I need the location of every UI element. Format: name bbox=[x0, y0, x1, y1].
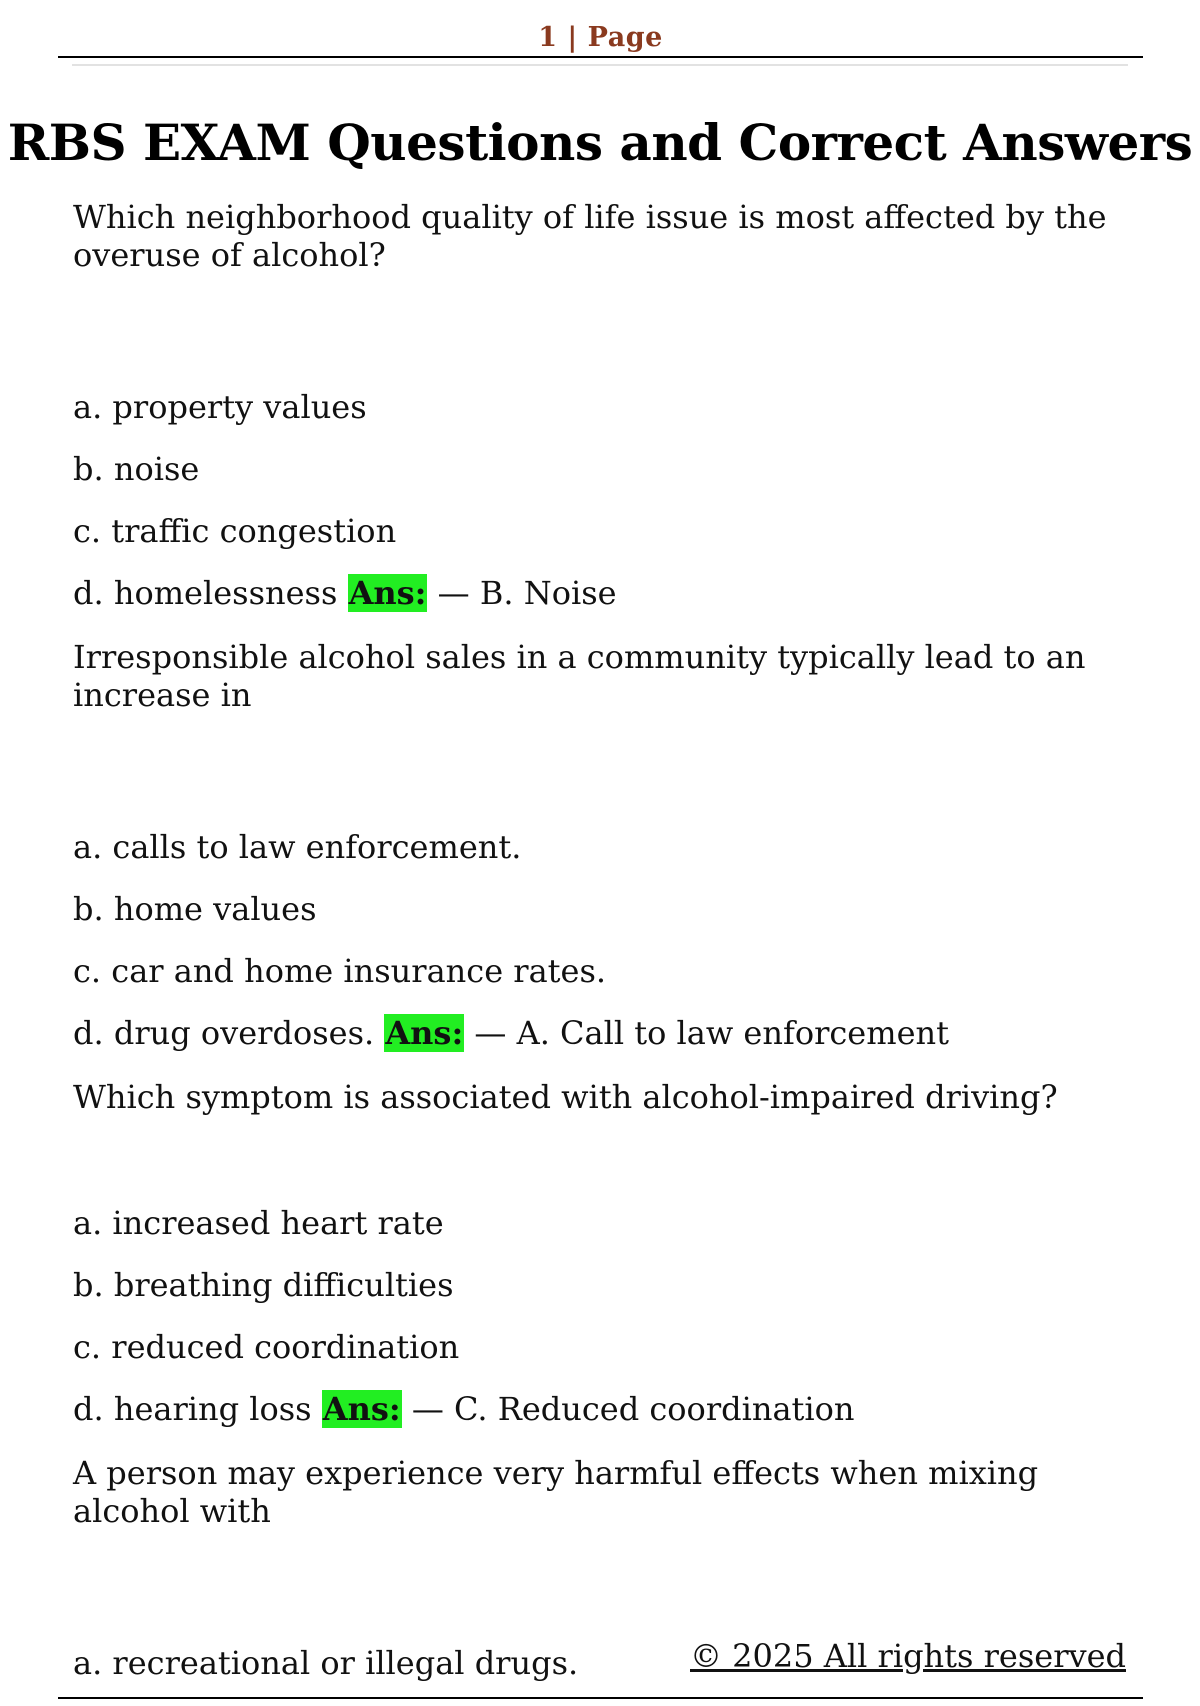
document-body bbox=[73, 198, 1120, 1706]
answer-label: Ans: bbox=[322, 1390, 401, 1428]
copyright-footer: © 2025 All rights reserved bbox=[690, 1637, 1126, 1675]
option-d-with-answer bbox=[73, 1390, 1120, 1428]
footer-divider bbox=[58, 1697, 1143, 1699]
question-text: Which neighborhood quality of life issue is most affected by the overuse of alcohol? bbox=[73, 198, 1107, 274]
spacer bbox=[73, 714, 1120, 828]
option-d: d. drug overdoses. bbox=[73, 1014, 375, 1052]
document-title: RBS EXAM Questions and Correct Answers bbox=[7, 113, 1193, 172]
spacer bbox=[73, 274, 1120, 388]
page-header bbox=[58, 22, 1143, 58]
answer-text: — B. Noise bbox=[437, 574, 617, 612]
question-text: Irresponsible alcohol sales in a community typically lead to an increase in bbox=[73, 638, 1086, 714]
option-d: d. hearing loss bbox=[73, 1390, 312, 1428]
option-b: b. breathing difficulties bbox=[73, 1266, 454, 1304]
option-d-with-answer bbox=[73, 1014, 1120, 1052]
option-a: a. property values bbox=[73, 388, 367, 426]
spacer bbox=[73, 1116, 1120, 1204]
answer-text: — A. Call to law enforcement bbox=[474, 1014, 949, 1052]
question-block bbox=[73, 638, 1120, 1052]
question-block bbox=[73, 198, 1120, 612]
page-number: 1 | Page bbox=[538, 22, 663, 53]
option-c: c. reduced coordination bbox=[73, 1328, 460, 1366]
option-a: a. recreational or illegal drugs. bbox=[73, 1644, 579, 1682]
option-b: b. home values bbox=[73, 890, 317, 928]
option-c: c. traffic congestion bbox=[73, 512, 397, 550]
answer-label: Ans: bbox=[348, 574, 427, 612]
answer-label: Ans: bbox=[385, 1014, 464, 1052]
option-d: d. homelessness bbox=[73, 574, 338, 612]
question-text: A person may experience very harmful effects when mixing alcohol with bbox=[73, 1454, 1039, 1530]
spacer bbox=[73, 1530, 1120, 1644]
option-d-with-answer bbox=[73, 574, 1120, 612]
answer-text: — C. Reduced coordination bbox=[411, 1390, 855, 1428]
header-divider bbox=[72, 64, 1128, 66]
question-block bbox=[73, 1078, 1120, 1428]
option-b: b. noise bbox=[73, 450, 200, 488]
option-a: a. increased heart rate bbox=[73, 1204, 444, 1242]
option-c: c. car and home insurance rates. bbox=[73, 952, 607, 990]
question-text: Which symptom is associated with alcohol-impaired driving? bbox=[73, 1078, 1058, 1116]
option-a: a. calls to law enforcement. bbox=[73, 828, 522, 866]
